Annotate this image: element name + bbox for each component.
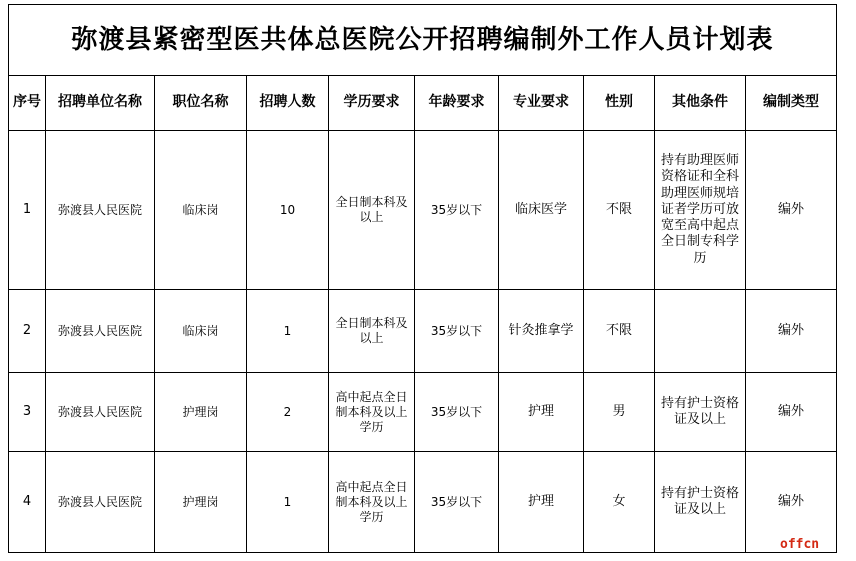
cell-gender: 男 (584, 373, 655, 452)
table-row (9, 373, 837, 452)
cell-age: 35岁以下 (415, 452, 499, 553)
cell-type: 编外 (746, 290, 837, 373)
cell-index: 4 (9, 452, 46, 553)
cell-major: 临床医学 (499, 131, 584, 290)
cell-position: 护理岗 (155, 373, 247, 452)
cell-unit: 弥渡县人民医院 (46, 452, 155, 553)
cell-other (655, 290, 746, 373)
cell-index: 3 (9, 373, 46, 452)
recruitment-plan-table (8, 4, 837, 553)
cell-other: 持有护士资格证及以上 (655, 452, 746, 553)
cell-count: 1 (247, 452, 329, 553)
header-major: 专业要求 (499, 76, 584, 131)
cell-count: 2 (247, 373, 329, 452)
cell-position: 临床岗 (155, 131, 247, 290)
cell-count: 10 (247, 131, 329, 290)
table-row (9, 452, 837, 553)
cell-age: 35岁以下 (415, 131, 499, 290)
cell-education: 高中起点全日制本科及以上学历 (329, 452, 415, 553)
cell-position: 护理岗 (155, 452, 247, 553)
cell-major: 护理 (499, 452, 584, 553)
cell-major: 护理 (499, 373, 584, 452)
cell-gender: 不限 (584, 131, 655, 290)
header-education: 学历要求 (329, 76, 415, 131)
header-count: 招聘人数 (247, 76, 329, 131)
cell-major: 针灸推拿学 (499, 290, 584, 373)
cell-age: 35岁以下 (415, 290, 499, 373)
cell-other: 持有助理医师资格证和全科助理医师规培证者学历可放宽至高中起点全日制专科学历 (655, 131, 746, 290)
header-gender: 性别 (584, 76, 655, 131)
page-title: 弥渡县紧密型医共体总医院公开招聘编制外工作人员计划表 (9, 5, 837, 76)
cell-gender: 女 (584, 452, 655, 553)
cell-count: 1 (247, 290, 329, 373)
offcn-watermark: offcn (780, 537, 820, 552)
table-row (9, 131, 837, 290)
header-row (9, 76, 837, 131)
cell-index: 2 (9, 290, 46, 373)
cell-type: 编外 (746, 131, 837, 290)
header-index: 序号 (9, 76, 46, 131)
header-unit: 招聘单位名称 (46, 76, 155, 131)
cell-unit: 弥渡县人民医院 (46, 131, 155, 290)
cell-type: 编外 (746, 452, 837, 553)
table-row (9, 290, 837, 373)
header-position: 职位名称 (155, 76, 247, 131)
cell-education: 全日制本科及以上 (329, 131, 415, 290)
cell-position: 临床岗 (155, 290, 247, 373)
cell-education: 全日制本科及以上 (329, 290, 415, 373)
header-type: 编制类型 (746, 76, 837, 131)
cell-age: 35岁以下 (415, 373, 499, 452)
cell-index: 1 (9, 131, 46, 290)
cell-education: 高中起点全日制本科及以上学历 (329, 373, 415, 452)
cell-unit: 弥渡县人民医院 (46, 290, 155, 373)
cell-type: 编外 (746, 373, 837, 452)
cell-other: 持有护士资格证及以上 (655, 373, 746, 452)
header-other: 其他条件 (655, 76, 746, 131)
cell-gender: 不限 (584, 290, 655, 373)
cell-unit: 弥渡县人民医院 (46, 373, 155, 452)
header-age: 年龄要求 (415, 76, 499, 131)
